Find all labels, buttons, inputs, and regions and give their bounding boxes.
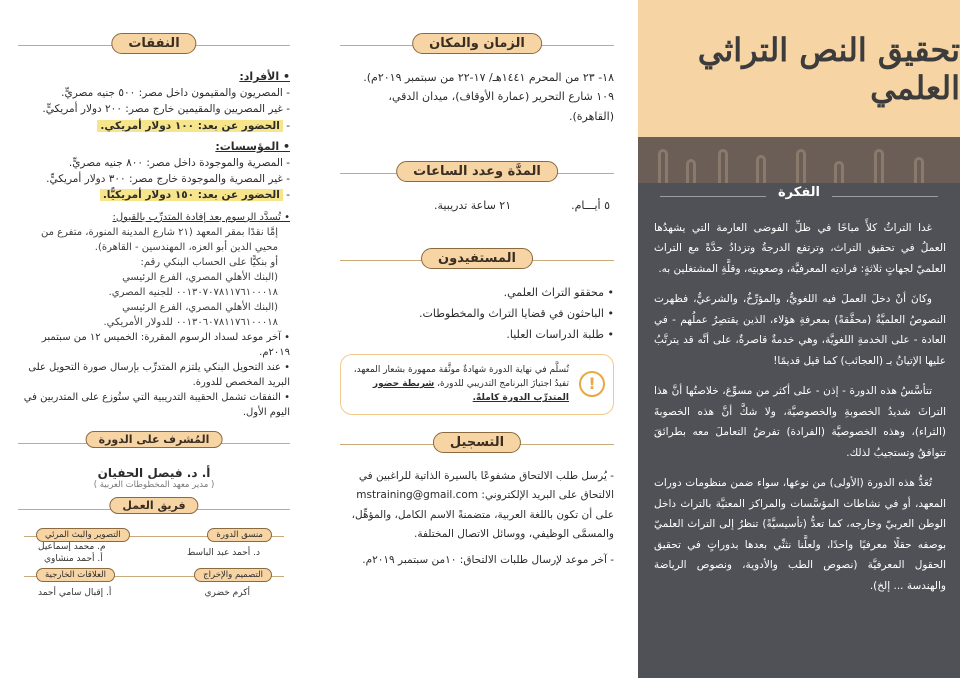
duration-text: [340, 196, 614, 215]
team-title: فريق العمل: [109, 497, 198, 514]
supervisor-role: ( مدير معهد المخطوطات العربية ): [93, 479, 215, 490]
team-role: العلاقات الخارجية: [36, 568, 115, 582]
notice-text: تُسلَّم في نهاية الدورة شهادةٌ موثَّقة ممهورة بشعار المعهد، تفيدُ اجتيازَ البرنامج التدريبي للدورة،: [353, 364, 569, 390]
team-member: أ. أحمد منشاوي: [44, 553, 103, 564]
duration-hours: ٢١ ساعة تدريبية.: [434, 198, 512, 212]
individuals-list: [18, 85, 290, 134]
duration-header: [340, 160, 614, 188]
individuals-title: • الأفراد:: [239, 70, 290, 83]
payment-cash: إمَّا نقدًا بمقر المعهد (٢١ شارع المدينة المنورة، متفرع من محيي الدين أبو العزه، المهندسين - القاهرة).: [41, 226, 278, 253]
beneficiaries-list: [340, 283, 614, 346]
time-place-title: الزمان والمكان: [412, 33, 542, 54]
supervisor-name: أ. د. فيصل الحفيان: [97, 465, 211, 480]
registration-item: - يُرسل طلب الالتحاق مشفوعًا بالسيرة الذاتية للراغبين في الالتحاق على البريد الإلكتروني: mstraining@gmail.com على أن تكون باللغة العربية، متضمنةً الاسم الكامل، والمؤهِّل، والمسمَّى الوظيفي، ووسائل الاتصال المختلفة.: [351, 469, 614, 541]
idea-paragraph: تتأسَّسُ هذه الدورة - إذن - على أكثر من مسوِّغ، خلاصتُها أنَّ هذا التراثَ شديدُ الخصوبةِ والخصوصيَّة، ولا شكَّ أنَّ هذه الخصوبةَ (الثراء)، وهذه الخصوصيَّة (الفرادة) تفرضُ التعاملَ معه بطرائقَ تتوافقُ وتستجيبُ لذلك.: [654, 385, 946, 459]
team-role: منسق الدورة: [207, 528, 272, 542]
team-row: [18, 526, 290, 566]
idea-paragraph: تُعَدُّ هذه الدورة (الأولى) من نوعها، سواء ضمن منظومات دورات المعهد، أو في نشاطات المؤسَّسات والمراكز المعنيَّة بالتراث داخل الوطن العربيّ وخارجه، كما تعدُّ (تأسيسيَّةً) تنظرُ إلى التراث العلميّ بوصفه حقلًا معرفيًا واحدًا، ولعلَّنا نثنِّي بعدها بدوراتٍ في تحقيق الحقول المعرفيَّة (نصوص الطب والأدوية، ونصوص الرياضة والهندسة ... إلخ).: [654, 477, 946, 592]
address-line: ١٠٩ شارع التحرير (عمارة الأوقاف)، ميدان الدقي، (القاهرة).: [388, 90, 614, 123]
duration-days: ٥ أيـــام.: [571, 198, 610, 212]
remote-fee-individuals: الحضور عن بعد: ١٠٠ دولار أمريكي.: [97, 120, 282, 132]
team-member: أكرم خضري: [204, 587, 250, 598]
team-header: [18, 496, 290, 524]
bank-usd: (البنك الأهلي المصري، الفرع الرئيسي ٠٠١٣٠٦٠٧٨١١٧٦١٠٠٠١٨ للدولار الأمريكي.: [103, 301, 278, 328]
payment-title: • تُسدَّد الرسوم بعد إفادة المتدرِّب بالقبول:: [18, 210, 290, 225]
supervisor-header: [18, 430, 290, 458]
supervisor-title: المُشرف على الدورة: [86, 431, 223, 448]
list-item: [18, 187, 290, 203]
list-item: • محققو التراث العلمي.: [340, 283, 614, 304]
details-panel: [318, 0, 638, 678]
list-item: • الباحثون في قضايا التراث والمخطوطات.: [340, 304, 614, 325]
title-banner: [638, 0, 960, 137]
team-row: [18, 566, 290, 606]
transfer-note: • عند التحويل البنكي يلتزم المتدرِّب بإرسال صورة التحويل على البريد المخصص للدورة.: [18, 360, 290, 390]
registration-text: [340, 467, 614, 570]
fees-panel: [0, 0, 318, 678]
bag-note: • النفقات تشمل الحقيبة التدريبية التي ستُوزع على المتدربين في اليوم الأول.: [18, 390, 290, 420]
fees-block: [18, 68, 290, 204]
idea-panel: [638, 0, 960, 678]
list-item: - المصرية والموجودة داخل مصر: ٨٠٠ جنيه مصريٍّ.: [18, 155, 290, 171]
team-member: أ. إقبال سامي أحمد: [38, 587, 112, 598]
team-member: م. محمد إسماعيل: [38, 541, 106, 552]
time-place-header: [340, 32, 614, 60]
team-role: التصميم والإخراج: [194, 568, 272, 582]
list-item: - غير المصريين والمقيمين خارج مصر: ٢٠٠ دولار أمريكيٍّ.: [18, 101, 290, 117]
registration-deadline: - آخر موعد لإرسال طلبات الالتحاق: ١٠من سبتمبر ٢٠١٩م.: [362, 553, 614, 566]
notice-condition: شريطة حضور المتدرِّب الدورة كاملةً.: [372, 379, 569, 404]
team-role: التصوير والبث المرئي: [36, 528, 130, 542]
team-member: د. أحمد عبد الباسط: [186, 547, 260, 558]
registration-title: التسجيل: [433, 432, 521, 453]
list-item: - غير المصرية والموجودة خارج مصر: ٣٠٠ دولار أمريكيٍّ.: [18, 171, 290, 187]
registration-header: [340, 431, 614, 459]
list-item: • طلبة الدراسات العليا.: [340, 325, 614, 346]
date-line: ١٨- ٢٣ من المحرم ١٤٤١هـ/ ١٧-٢٢ من سبتمبر ٢٠١٩م).: [363, 71, 614, 84]
time-place-text: [340, 68, 614, 126]
page-title: تحقيق النص التراثي العلمي: [697, 30, 960, 107]
remote-fee-institutions: الحضور عن بعد: ١٥٠ دولار أمريكيًّا.: [100, 189, 283, 201]
list-item: [18, 118, 290, 134]
certificate-notice: [340, 354, 614, 415]
decorative-band: [638, 137, 960, 183]
idea-text: [654, 218, 946, 606]
beneficiaries-header: [340, 247, 614, 275]
idea-paragraph: غدا التراثُ كلأً مباحًا في ظلِّ الفوضى العارمة التي يشهدُها العملُ في تحقيق التراث، وترتفع الدرجةُ وتزدادُ حدَّةً مع التراث العلميّ لجهاتٍ ثلاثةٍ: فرادتِه المعرفيَّة، وصعوبتِه، وقلَّةِ المشتغلين به.: [654, 222, 946, 275]
idea-paragraph: وكانَ أنْ دخلَ العملَ فيه اللغويُّ، والمؤرِّخُ، والشرعيُّ، فظهرت النصوصُ العلميَّةُ (محقَّقةً) بمعرفةِ هؤلاء، الذين يقتصِرُ عملُهم - في العادة - على الخدمةِ اللغويَّة، وهي خدمةٌ قاصرةٌ، على أنَّه قد يترتَّبُ عليها الإتيانُ بـ (العجائب) كما قيل قديمًا!: [654, 293, 946, 367]
beneficiaries-title: المستفيدون: [421, 248, 533, 269]
fees-title: النفقات: [111, 33, 196, 54]
payment-bank-intro: أو بنكيًّا على الحساب البنكي رقم:: [140, 256, 278, 268]
institutions-title: • المؤسسات:: [215, 139, 290, 153]
duration-title: المدَّة وعدد الساعات: [396, 161, 558, 182]
payment-deadline: • آخر موعد لسداد الرسوم المقررة: الخميس ١٢ من سبتمبر ٢٠١٩م.: [18, 330, 290, 360]
idea-heading-row: [638, 183, 960, 211]
institutions-list: [18, 155, 290, 204]
fees-header: [18, 32, 290, 60]
bank-egp: (البنك الأهلي المصري، الفرع الرئيسي ٠٠١٣٠٧٠٧٨١١٧٦١٠٠٠١٨ للجنيه المصري.: [108, 271, 278, 298]
list-item: - المصريون والمقيمون داخل مصر: ٥٠٠ جنيه مصريٍّ.: [18, 85, 290, 101]
payment-block: [18, 210, 290, 420]
warning-icon: !: [579, 371, 605, 397]
idea-heading: الفكرة: [766, 185, 832, 200]
